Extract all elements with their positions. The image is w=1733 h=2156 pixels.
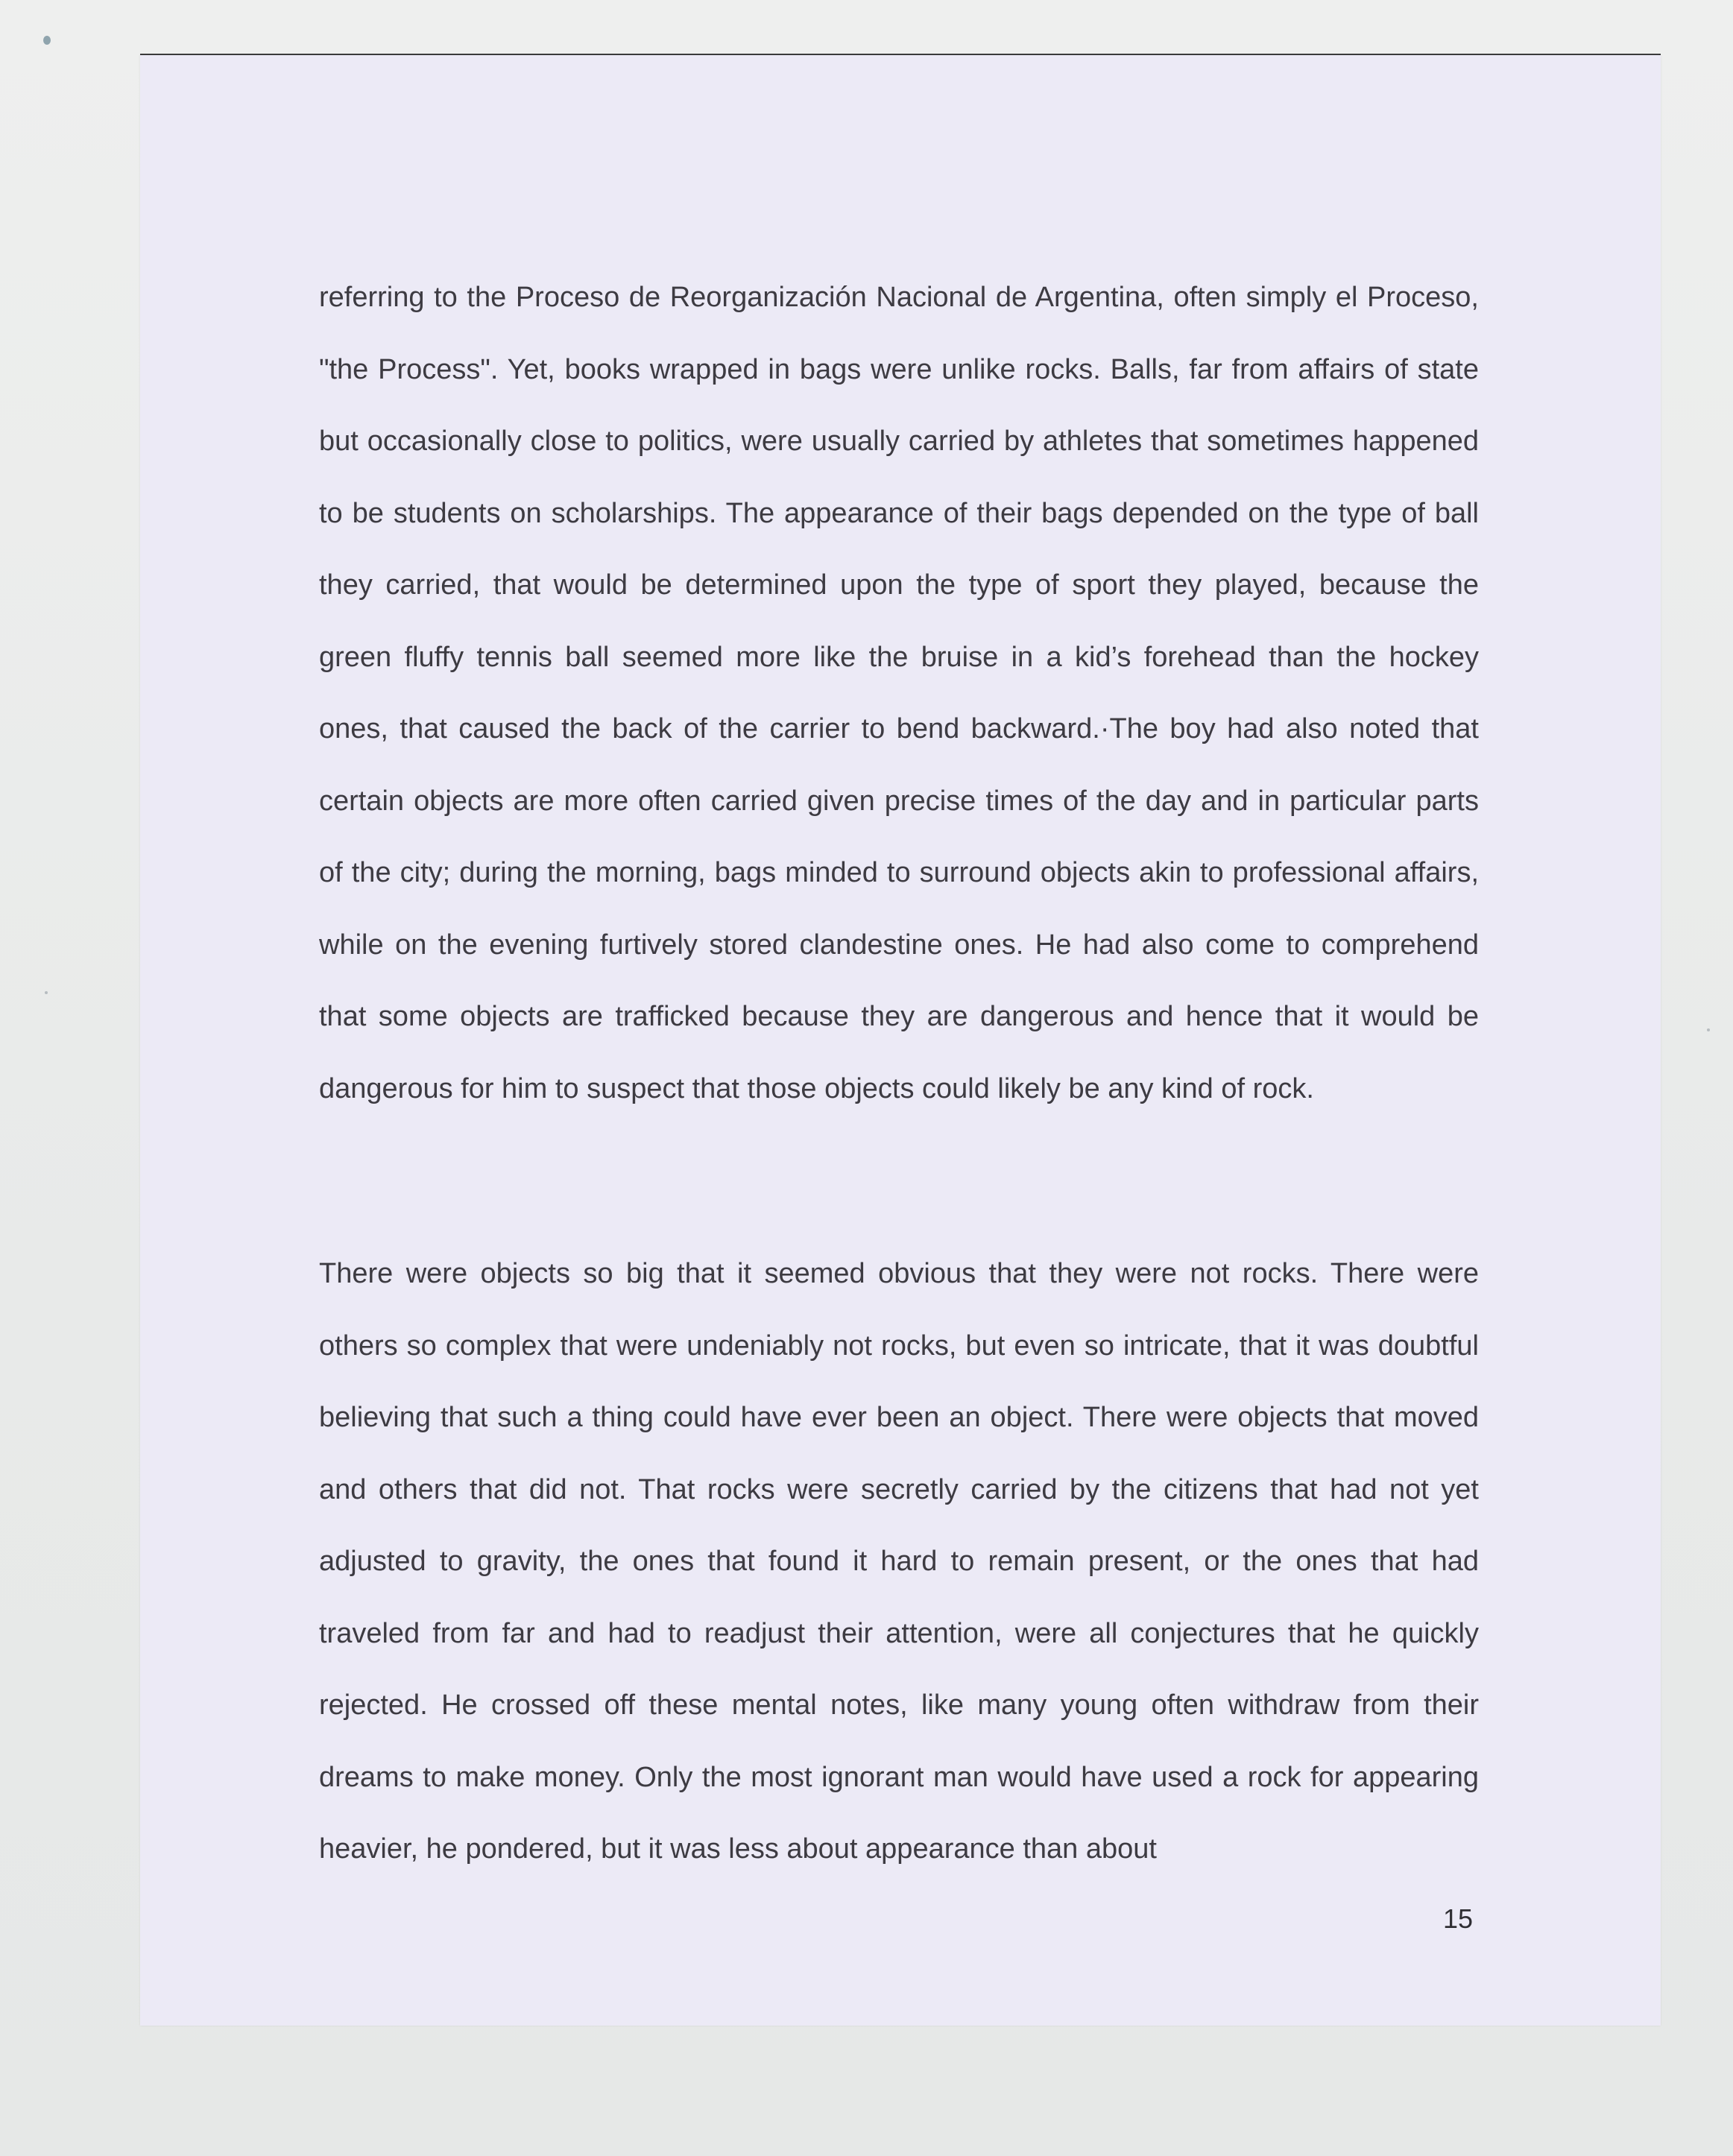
body-paragraph: There were objects so big that it seemed obvious that they were not rocks. There were others so complex that were undeniably not rocks, but even so intricate, that it was doubtful believing that such a thing could have ever been an object. There were objects that moved and others that did not. That rocks were secretly carried by the citizens that had not yet adjusted to gravity, the ones that found it hard to remain present, or the ones that had traveled from far and had to readjust their attention, were all conjectures that he quickly rejected. He crossed off these mental notes, like many young often withdraw from their dreams to make money. Only the most ignorant man would have used a rock for appearing heavier, he pondered, but it was less about appearance than about (319, 1258, 1479, 1865)
dust-speck (1707, 1028, 1710, 1031)
dust-speck (43, 36, 51, 45)
page-number: 15 (1442, 1903, 1473, 1934)
document-page (140, 55, 1661, 2026)
body-paragraph: referring to the Proceso de Reorganización Nacional de Argentina, often simply el Proceso, "the Process". Yet, books wrapped in bags were unlike rocks. Balls, far from affairs of state but occasionally close to politics, were usually carried by athletes that sometimes happened to be students on scholarships. The appearance of their bags depended on the type of ball they carried, that would be determined upon the type of sport they played, because the green fluffy tennis ball seemed more like the bruise in a kid’s forehead than the hockey ones, that caused the back of the carrier to bend backward.·The boy had also noted that certain objects are more often carried given precise times of the day and in particular parts of the city; during the morning, bags minded to surround objects akin to professional affairs, while on the evening furtively stored clandestine ones. He had also come to comprehend that some objects are trafficked because they are dangerous and hence that it would be dangerous for him to suspect that those objects could likely be any kind of rock. (319, 282, 1479, 1104)
dust-speck (45, 991, 48, 994)
